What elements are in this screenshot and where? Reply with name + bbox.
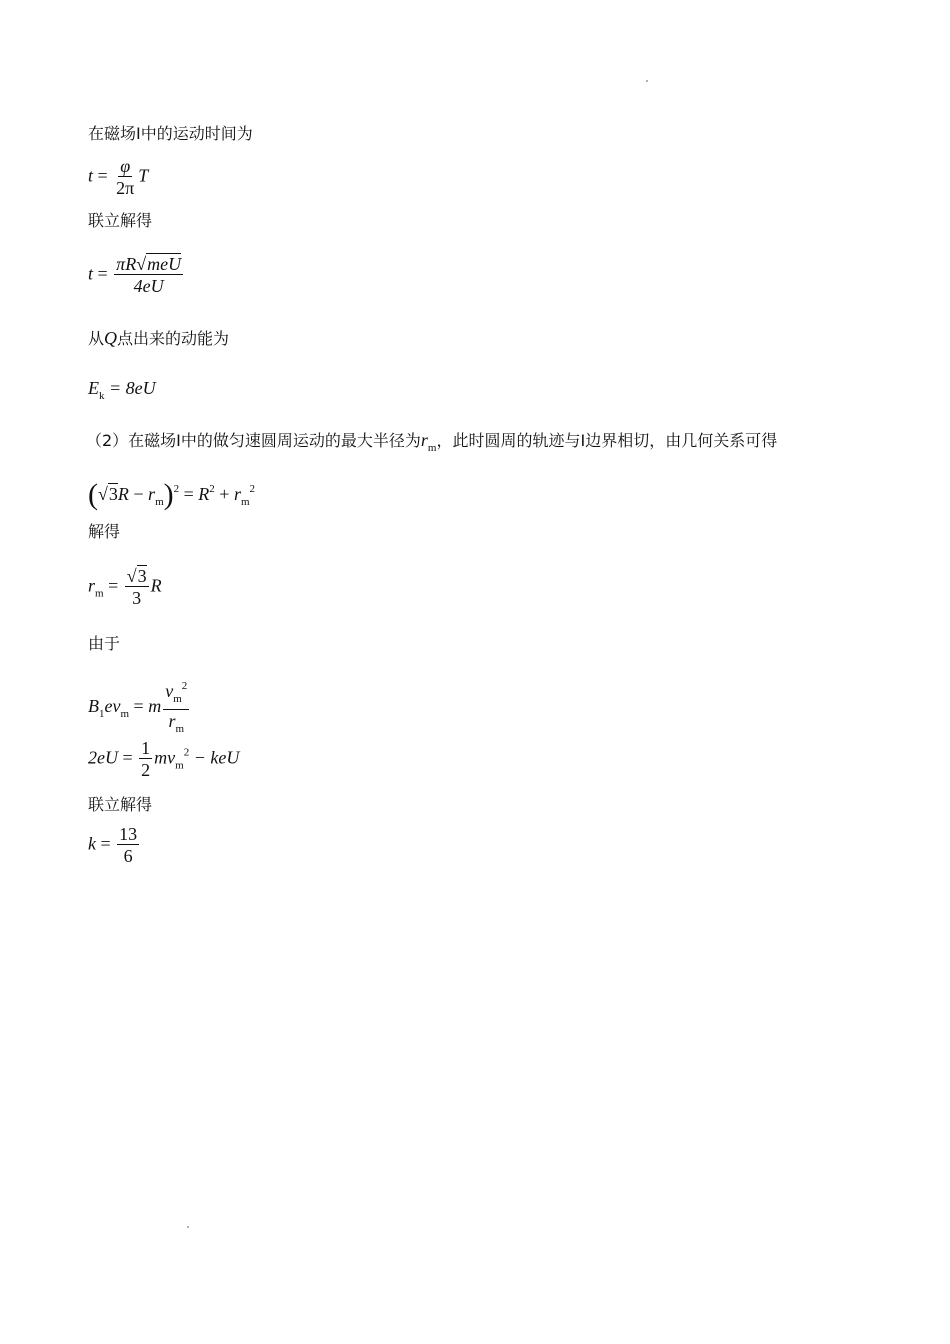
- equation-t-result: [88, 254, 185, 297]
- sub-m: m: [155, 496, 164, 508]
- var-r: R: [117, 484, 129, 504]
- denominator: 4eU: [133, 276, 164, 296]
- text-part2: [86, 430, 777, 458]
- equals: =: [100, 833, 111, 854]
- var-k: k: [88, 833, 96, 854]
- equation-lorentz: [88, 676, 191, 740]
- denominator: 6: [123, 846, 133, 866]
- var-rm: r: [148, 484, 156, 504]
- equation-rm: [88, 566, 162, 609]
- text-prefix: （2）在磁场Ⅰ中的做匀速圆周运动的最大半径为: [86, 431, 421, 450]
- var-b: B: [88, 696, 99, 717]
- speck-bottom: [187, 1226, 189, 1228]
- equation-t-phi: [88, 156, 148, 199]
- var-ev: ev: [104, 696, 121, 717]
- denominator: 3: [132, 588, 142, 608]
- fraction-sqrt3-3: [125, 566, 149, 609]
- denominator: 2π: [116, 178, 135, 198]
- var-r: R: [150, 575, 162, 596]
- numerator: √3: [126, 566, 147, 586]
- sup-2: 2: [209, 483, 215, 495]
- sub-1: 1: [99, 708, 105, 721]
- text-suffix: ，此时圆周的轨迹与Ⅰ边界相切，由几何关系可得: [436, 431, 778, 450]
- text-solve-1: 联立解得: [88, 211, 153, 230]
- sup-2: 2: [249, 483, 256, 495]
- sub-m: m: [175, 759, 184, 772]
- var-r: R: [198, 484, 210, 504]
- sqrt-3: 3: [108, 484, 118, 504]
- sub-m: m: [240, 496, 250, 508]
- var-q: Q: [104, 328, 118, 348]
- sqrt-meu: meU: [147, 254, 182, 274]
- var-r: r: [88, 575, 96, 596]
- var-T: T: [138, 165, 149, 186]
- fraction-phi-2pi: [114, 156, 136, 199]
- equals: =: [97, 165, 108, 186]
- fraction-half: [139, 738, 152, 781]
- fraction-13-6: [117, 824, 139, 867]
- var-e: E: [88, 378, 99, 398]
- equals: =: [108, 575, 119, 596]
- var-rm: $r_m$: [420, 430, 437, 454]
- text-solve-2: 解得: [88, 522, 121, 541]
- equals: =: [183, 484, 194, 504]
- fraction-time: [114, 254, 183, 297]
- paren-left: (: [88, 478, 98, 511]
- numerator: φ: [120, 156, 131, 176]
- equation-geometry: $(√3R - r_m)^2 = R^2 + r_m^2$: [88, 478, 256, 511]
- text-kinetic-energy-q: [88, 328, 229, 349]
- value-8eu: = 8eU: [109, 378, 156, 398]
- numerator: $v_m^2$: [163, 676, 189, 710]
- numerator: 13: [119, 824, 138, 844]
- paren-right: ): [163, 478, 174, 511]
- denominator: $r_m$: [168, 711, 185, 735]
- sub-m: m: [95, 587, 104, 600]
- var-rm: r: [233, 484, 241, 504]
- numerator: πR√meU: [116, 254, 182, 274]
- fraction-v2-r: [163, 676, 189, 740]
- equation-ek: [88, 377, 156, 407]
- sub-m: m: [120, 708, 130, 721]
- text-suffix: 点出来的动能为: [117, 329, 230, 348]
- equals: =: [122, 747, 133, 768]
- pi-r: πR: [116, 254, 137, 274]
- equation-k: [88, 824, 141, 867]
- equals: =: [133, 696, 144, 717]
- numerator: 1: [141, 738, 151, 758]
- text-prefix: 从: [88, 329, 105, 348]
- sup-2: 2: [173, 483, 180, 495]
- sup-2: 2: [183, 746, 190, 759]
- sub-k: k: [99, 390, 105, 402]
- var-t: t: [88, 263, 94, 284]
- equation-energy: [88, 738, 239, 781]
- var-t: t: [88, 165, 94, 186]
- text-solve-3: 联立解得: [88, 795, 153, 814]
- text-because: 由于: [88, 634, 121, 653]
- sqrt-3: 3: [137, 566, 147, 586]
- equals: =: [97, 263, 108, 284]
- value-2eu: 2eU: [88, 747, 118, 768]
- var-mv: mv: [154, 747, 176, 768]
- text-time-in-field: 在磁场Ⅰ中的运动时间为: [88, 124, 253, 143]
- value-keu: − keU: [193, 747, 240, 768]
- speck-top: [646, 80, 648, 82]
- var-m: m: [148, 696, 162, 717]
- denominator: 2: [141, 760, 151, 780]
